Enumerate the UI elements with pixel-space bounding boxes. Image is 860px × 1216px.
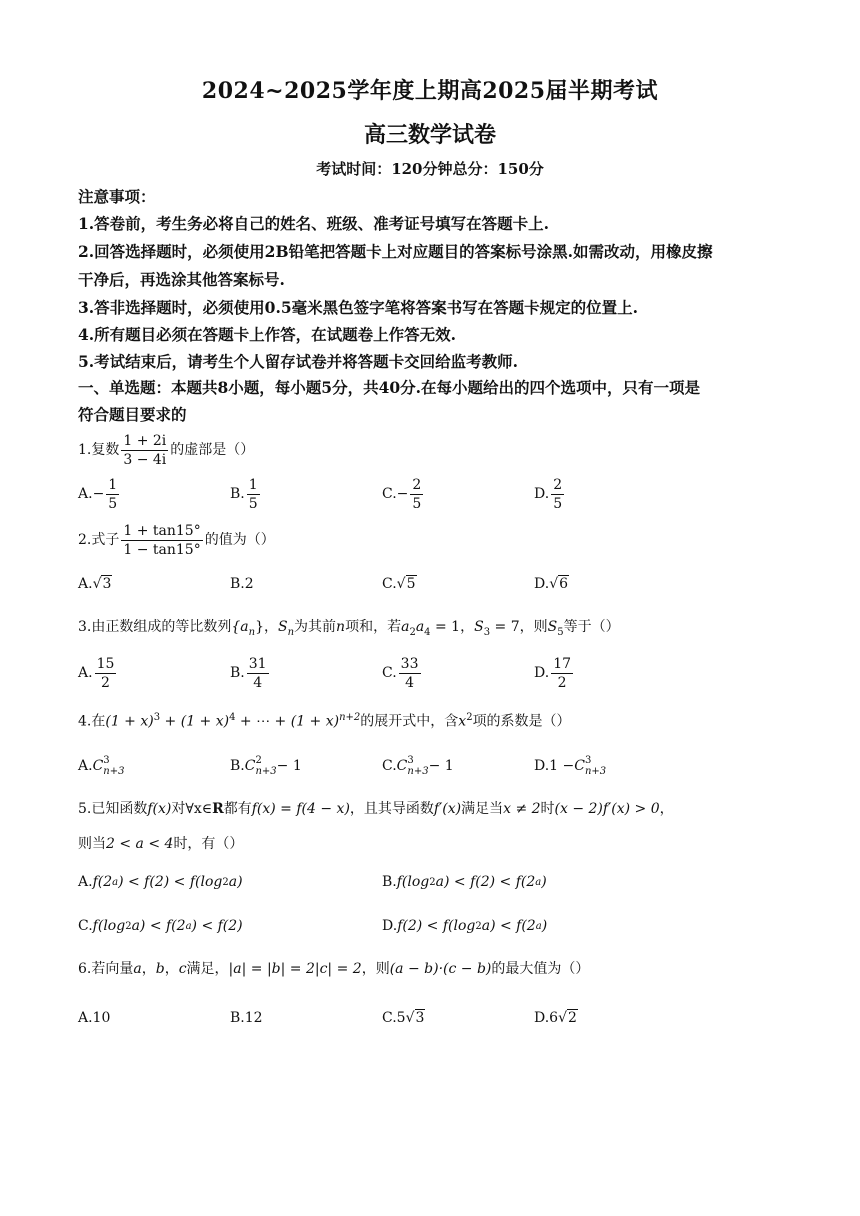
notes-heading: 注意事项：	[78, 187, 156, 206]
q4-options	[78, 746, 790, 786]
section-heading: 一、单选题：本题共8小题，每小题5分，共40分.在每小题给出的四个选项中，只有一项是	[78, 378, 701, 397]
question-2: 2.式子 $\frac{1 + \tan 15^\circ}{1 - \tan 15^\circ}$ 的值为（）	[78, 522, 275, 558]
q1-option-d: D. $\frac{2}{5}$	[534, 476, 563, 512]
q6-option-c: C.5 √3	[382, 1010, 425, 1026]
question-3: 3.由正数组成的等比数列$\{a_n\}$，$S_n$为其前n项和，若$a_2a_4 = 1$，$S_3 = 7$，则$S_5$等于（）	[78, 619, 620, 638]
q6-option-b: B.12	[230, 1010, 263, 1026]
q4-option-d: D.1 − C 3 n+3	[534, 755, 607, 777]
q1-fraction: $\frac{1 + 2i}{3 - 4i}$	[123, 432, 167, 468]
q6-option-d: D.6 √2	[534, 1010, 577, 1026]
question-1: 1.复数 $\frac{1 + 2i}{3 - 4i}$ 的虚部是（）	[78, 432, 255, 468]
question-5-line2: 则当2 < a < 4时，有（）	[78, 836, 244, 852]
q2-options	[78, 564, 790, 604]
q3-option-d: D. $\frac{17}{2}$	[534, 655, 572, 691]
q1-option-b: B. $\frac{1}{5}$	[230, 476, 258, 512]
q2-fraction: $\frac{1 + \tan 15^\circ}{1 - \tan 15^\circ}$	[123, 522, 201, 558]
q4-option-b: B. C 2 n+3 − 1	[230, 755, 302, 777]
note-item: 2.回答选择题时，必须使用2B铅笔把答题卡上对应题目的答案标号涂黑.如需改动，用橡皮擦	[78, 242, 713, 261]
question-6: 6.若向量a，b，c满足，|a| = |b| = 2|c| = 2，则(a − b)·(c − b)的最大值为（）	[78, 961, 590, 977]
q5-options-row1	[78, 862, 790, 902]
note-item: 3.答非选择题时，必须使用0.5毫米黑色签字笔将答案书写在答题卡规定的位置上.	[78, 298, 639, 317]
exam-meta: 考试时间：120分钟总分：150分	[316, 160, 544, 178]
q5-option-d: D. f(2) < f(log 2 a) < f(2 a )	[382, 918, 548, 934]
note-item: 1.答卷前，考生务必将自己的姓名、班级、准考证号填写在答题卡上.	[78, 214, 550, 233]
q2-option-d: D. √6	[534, 576, 569, 592]
section-heading-cont: 符合题目要求的	[78, 405, 187, 424]
q6-option-a: A.10	[78, 1010, 111, 1026]
q3-option-a: A. $\frac{15}{2}$	[78, 655, 115, 691]
q5-option-c: C. f(log 2 a) < f(2 a ) < f(2)	[78, 918, 243, 934]
q1-option-c: C. − $\frac{2}{5}$	[382, 476, 422, 512]
question-5-line1: 5.已知函数f(x)对∀x∈R都有f(x) = f(4 − x)，且其导函数f′(x)满足当x ≠ 2时(x − 2)f′(x) > 0，	[78, 801, 674, 817]
q5-option-a: A. f(2 a ) < f(2) < f(log 2 a)	[78, 874, 243, 890]
exam-title: 2024~2025学年度上期高2025届半期考试	[201, 78, 659, 104]
q1-options	[78, 474, 790, 514]
q5-options-row2	[78, 906, 790, 946]
q2-option-a: A. √3	[78, 576, 112, 592]
q1-option-a: A. − $\frac{1}{5}$	[78, 476, 118, 512]
q6-options	[78, 998, 790, 1038]
q2-option-c: C. √5	[382, 576, 416, 592]
note-item: 干净后，再选涂其他答案标号.	[78, 270, 285, 289]
q3-option-b: B. $\frac{31}{4}$	[230, 655, 267, 691]
q4-option-a: A. C 3 n+3	[78, 755, 125, 777]
q3-options	[78, 653, 790, 693]
exam-subtitle: 高三数学试卷	[363, 122, 496, 148]
note-item: 4.所有题目必须在答题卡上作答，在试题卷上作答无效.	[78, 325, 457, 344]
question-4: 4.在$(1 + x)^3 + (1 + x)^4$ + ⋯ + $(1 + x)^{n+2}$的展开式中，含$x^2$项的系数是（）	[78, 712, 571, 730]
q4-option-c: C. C 3 n+3 − 1	[382, 755, 454, 777]
q5-option-b: B. f(log 2 a) < f(2) < f(2 a )	[382, 874, 547, 890]
q2-option-b: B.2	[230, 576, 254, 592]
note-item: 5.考试结束后，请考生个人留存试卷并将答题卡交回给监考教师.	[78, 352, 519, 371]
q3-option-c: C. $\frac{33}{4}$	[382, 655, 419, 691]
